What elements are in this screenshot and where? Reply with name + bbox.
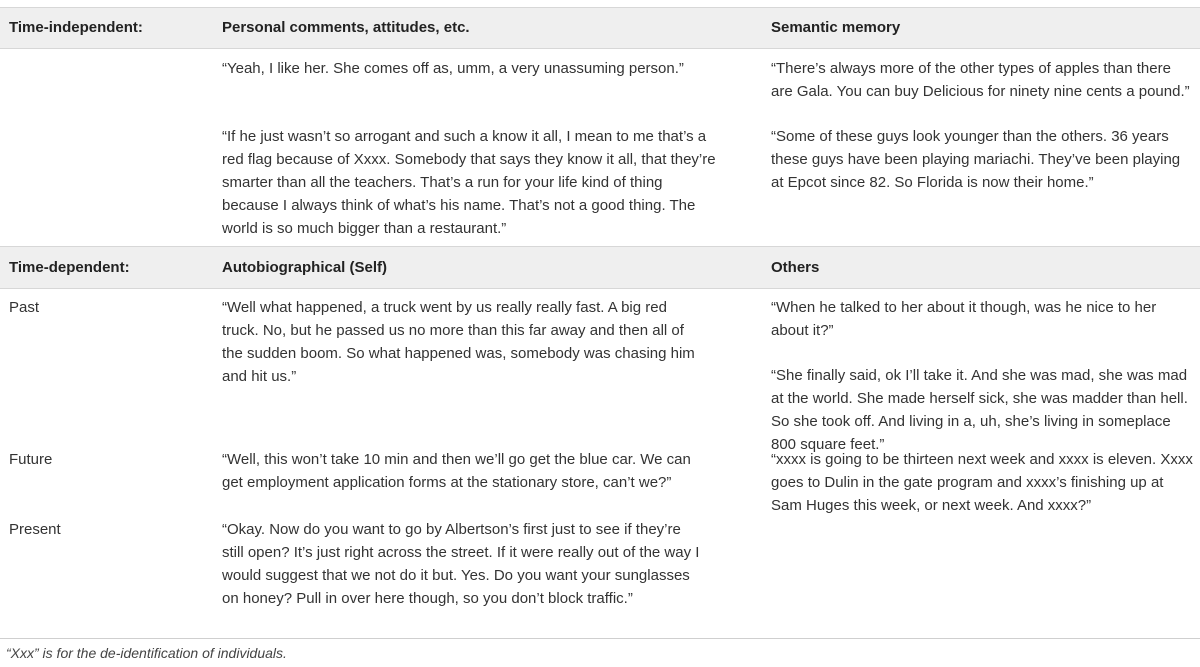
table-bottom-rule	[0, 638, 1200, 639]
header-row-time-independent	[0, 7, 1200, 49]
column-header-autobiographical: Autobiographical (Self)	[222, 259, 387, 276]
quote-personal-1: “Yeah, I like her. She comes off as, umm, a very unassuming person.”	[222, 60, 684, 77]
row-label-future: Future	[9, 451, 53, 468]
column-header-others: Others	[771, 259, 820, 276]
quote-self-future: “Well, this won’t take 10 min and then we’ll go get the blue car. We can get employment application forms at the stationary store, can’t we?”	[222, 451, 691, 491]
quote-others-past-1: “When he talked to her about it though, was he nice to her about it?”	[771, 299, 1157, 339]
section-label-time-independent: Time-independent:	[9, 19, 143, 36]
table-footnote: “Xxx” is for the de-identification of individuals.	[6, 645, 287, 661]
section-label-time-dependent: Time-dependent:	[9, 259, 130, 276]
column-header-personal-comments: Personal comments, attitudes, etc.	[222, 19, 470, 36]
header-row-time-dependent	[0, 246, 1200, 289]
quote-self-present: “Okay. Now do you want to go by Albertson’s first just to see if they’re still open? It’s just right across the street. If it were really out of the way I would suggest that we not do it but. Yes. Do you want your sunglasses on honey? Pull in over here though, so you don’t block traffic.”	[222, 521, 700, 607]
quote-self-past: “Well what happened, a truck went by us really really fast. A big red truck. No, but he passed us no more than this far away and then all of the sudden boom. So what happened was, somebody was chasing him and hit us.”	[222, 299, 695, 385]
quote-others-past-2: “She finally said, ok I’ll take it. And she was mad, she was mad at the world. She made herself sick, she was madder than hell. So she took off. And living in a, uh, she’s living in someplace 800 square feet.”	[771, 367, 1188, 453]
column-header-semantic-memory: Semantic memory	[771, 19, 901, 36]
quote-others-future: “xxxx is going to be thirteen next week and xxxx is eleven. Xxxx goes to Dulin in the gate program and xxxx’s finishing up at Sam Huges this week, or next week. And xxxx?”	[771, 451, 1193, 514]
row-label-present: Present	[9, 521, 61, 538]
quote-personal-2: “If he just wasn’t so arrogant and such a know it all, I mean to me that’s a red flag because of Xxxx. Somebody that says they know it all, that they’re smarter than all the teachers. That’s a run for your life kind of thing because I always think of what’s his name. That’s not a good thing. The world is so much bigger than a restaurant.”	[222, 128, 716, 237]
quote-semantic-1: “There’s always more of the other types of apples than there are Gala. You can buy Delicious for ninety nine cents a pound.”	[771, 60, 1190, 100]
row-label-past: Past	[9, 299, 40, 316]
quote-semantic-2: “Some of these guys look younger than the others. 36 years these guys have been playing mariachi. They’ve been playing at Epcot since 82. So Florida is now their home.”	[771, 128, 1181, 191]
